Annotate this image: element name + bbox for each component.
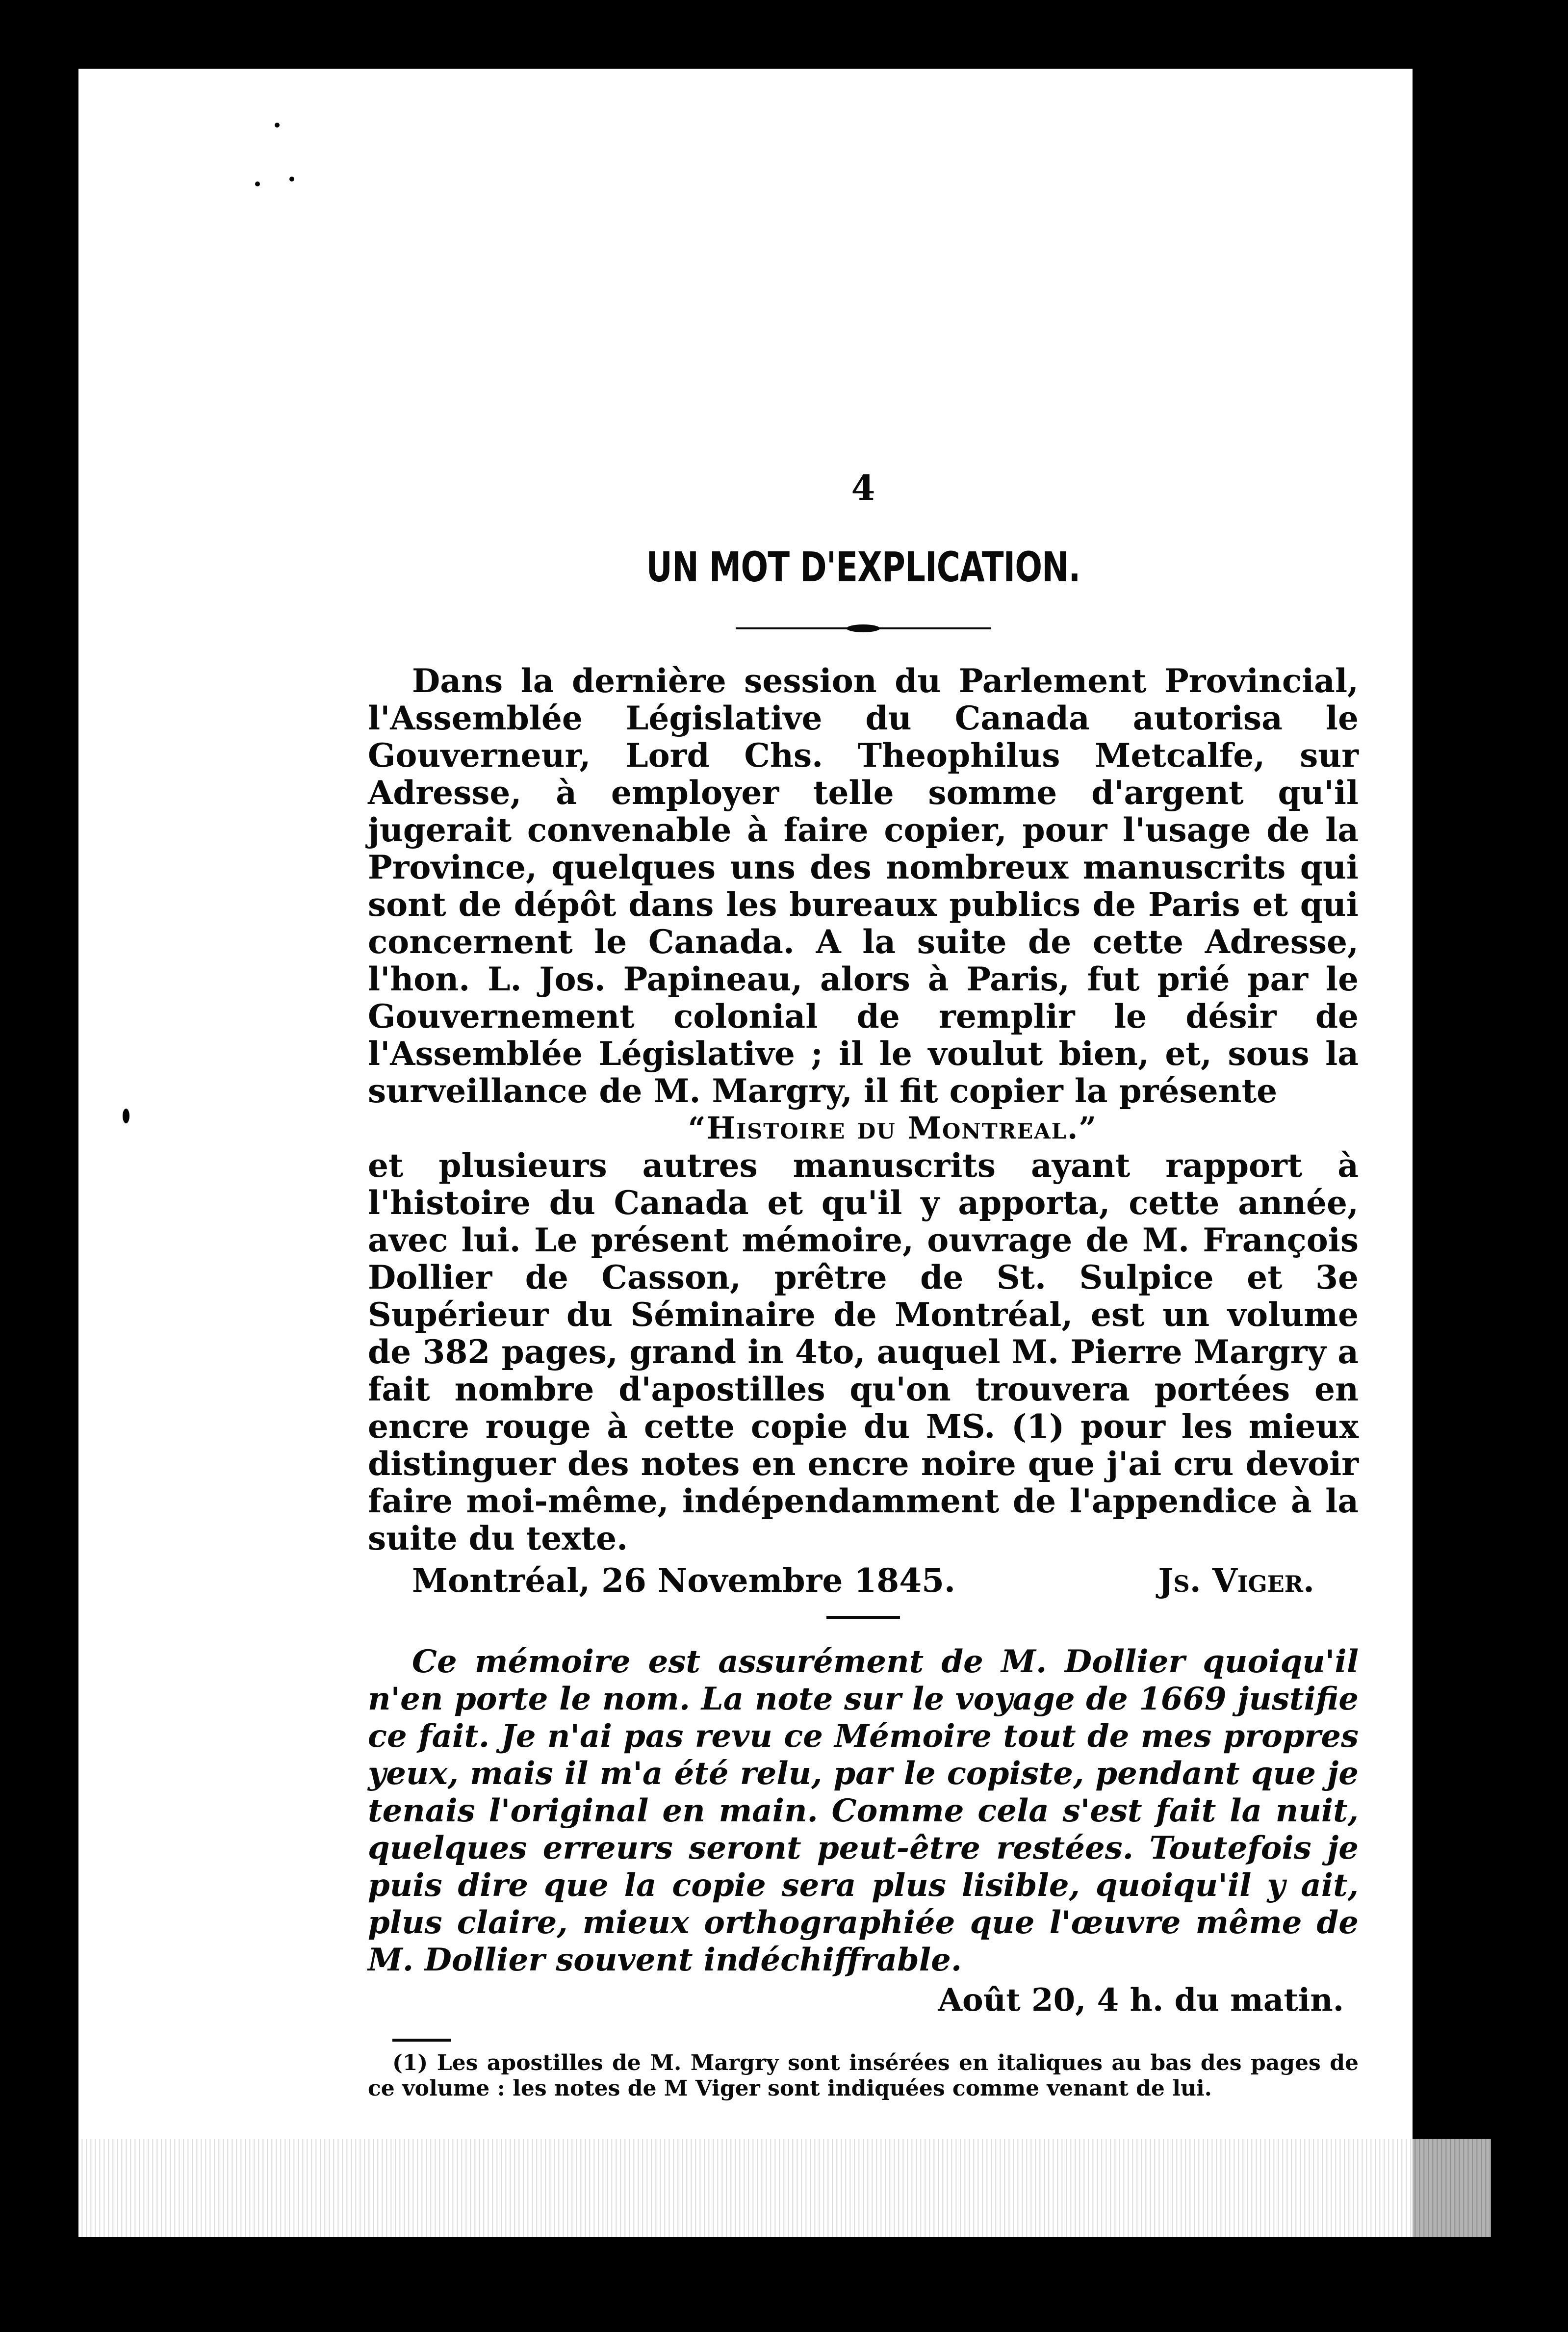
signature-line bbox=[368, 1562, 1359, 1599]
footnote: (1) Les apostilles de M. Margry sont insérées en italiques au bas des pages de ce volume : les notes de M Viger sont indiquées comme venant de lui. bbox=[368, 2050, 1359, 2101]
scan-speck bbox=[1432, 280, 1441, 288]
scan-speck bbox=[255, 181, 260, 186]
page-content bbox=[368, 467, 1359, 2101]
page-number: 4 bbox=[851, 467, 875, 508]
ornamental-rule bbox=[736, 624, 991, 633]
section-divider bbox=[826, 1616, 900, 1619]
scan-speck bbox=[275, 123, 280, 128]
scan-noise bbox=[78, 2139, 1491, 2237]
italic-note: Ce mémoire est assurément de M. Dollier quoiqu'il n'en porte le nom. La note sur le voyage de 1669 justifie ce fait. Je n'ai pas revu ce Mémoire tout de mes propres yeux, mais il m'a été relu, par le copiste, pendant que je tenais l'original en main. Comme cela s'est fait la nuit, quelques erreurs seront peut-être restées. Toutefois je puis dire que la copie sera plus lisible, quoiqu'il y ait, plus claire, mieux orthographiée que l'œuvre même de M. Dollier souvent indéchiffrable. bbox=[368, 1643, 1359, 1979]
scan-speck bbox=[123, 1109, 129, 1123]
footnote-rule bbox=[392, 2039, 451, 2042]
signature-place-date: Montréal, 26 Novembre 1845. bbox=[412, 1561, 956, 1600]
scan-speck bbox=[289, 177, 294, 181]
work-title: “Histoire du Montreal.” bbox=[688, 1110, 1098, 1146]
page-title: UN MOT D'EXPLICATION. bbox=[646, 543, 1080, 591]
paragraph-intro: Dans la dernière session du Parlement Provincial, l'Assemblée Législative du Canada autorisa le Gouverneur, Lord Chs. Theophilus Metcalfe, sur Adresse, à employer telle somme d'argent qu'il jugerait convenable à faire copier, pour l'usage de la Province, quelques uns des nombreux manuscrits qui sont de dépôt dans les bureaux publics de Paris et qui concernent le Canada. A la suite de cette Adresse, l'hon. L. Jos. Papineau, alors à Paris, fut prié par le Gouvernement colonial de remplir le désir de l'Assemblée Législative ; il le voulut bien, et, sous la surveillance de M. Margry, il fit copier la présente bbox=[368, 662, 1359, 1111]
scanned-page bbox=[78, 69, 1491, 2237]
page-edge-shadow bbox=[1413, 69, 1491, 2237]
paragraph-body: et plusieurs autres manuscrits ayant rapport à l'histoire du Canada et qu'il y apporta, cette année, avec lui. Le présent mémoire, ouvrage de M. François Dollier de Casson, prêtre de St. Sulpice et 3e Supérieur du Séminaire de Montréal, est un volume de 382 pages, grand in 4to, auquel M. Pierre Margry a fait nombre d'apostilles qu'on trouvera portées en encre rouge à cette copie du MS. (1) pour les mieux distinguer des notes en encre noire que j'ai cru devoir faire moi-même, indépendamment de l'appendice à la suite du texte. bbox=[368, 1146, 1359, 1558]
note-date: Août 20, 4 h. du matin. bbox=[938, 1982, 1344, 2019]
signature-name: Js. Viger. bbox=[1158, 1561, 1314, 1600]
